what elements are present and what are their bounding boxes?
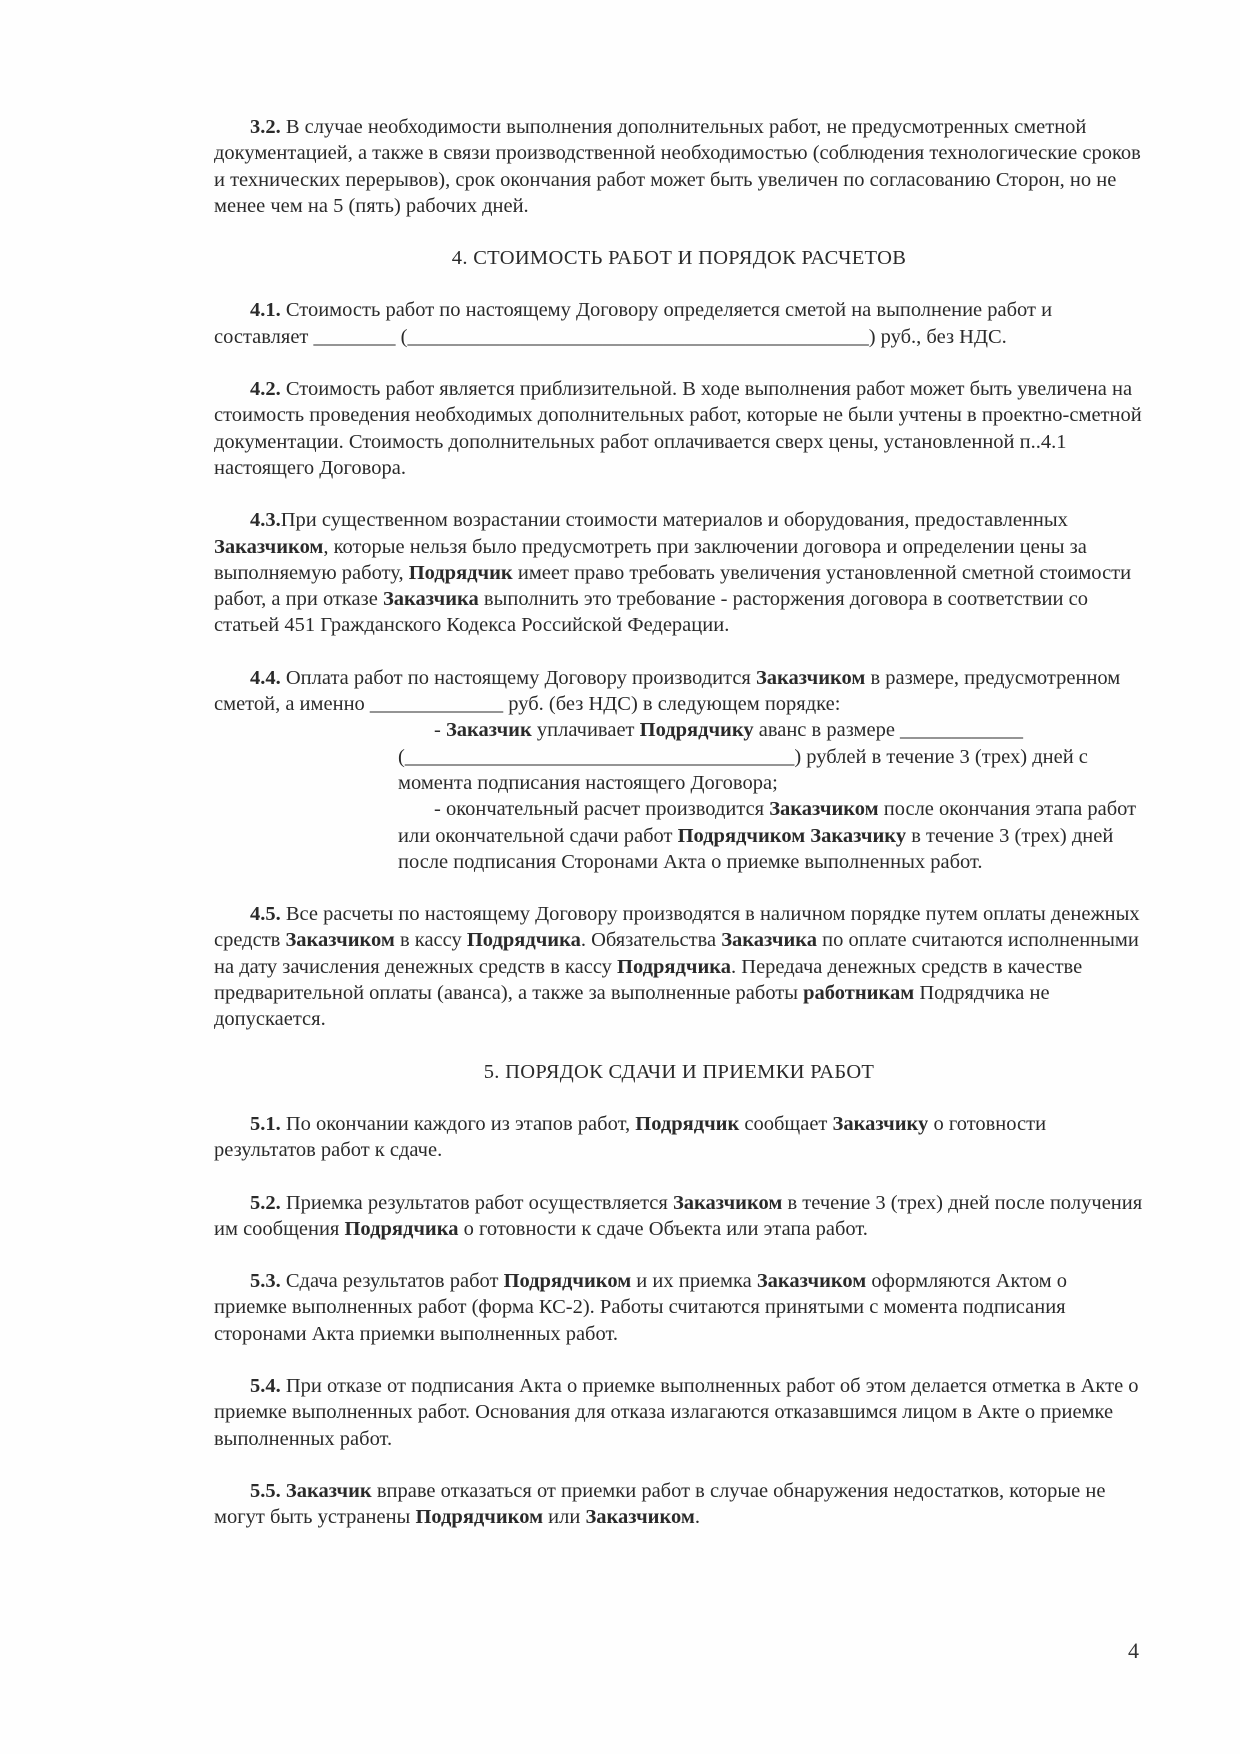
party-name: Подрядчика <box>617 955 732 978</box>
text-run: о готовности к сдаче Объекта или этапа работ. <box>458 1217 868 1240</box>
text-run: после окончания этапа работ или окончательной сдачи работ <box>398 798 1137 847</box>
text-run: Приемка результатов работ осуществляется <box>280 1191 673 1214</box>
text-run: Сдача результатов работ <box>280 1270 504 1293</box>
clause-4-2 <box>214 376 1144 481</box>
party-name: Заказчиком <box>672 1191 783 1214</box>
party-name: Заказчика <box>382 588 479 611</box>
clause-5-5 <box>214 1478 1144 1531</box>
clause-4-1 <box>214 297 1144 350</box>
text-run: . Обязательства <box>580 929 722 952</box>
clause-number: 5.2. <box>250 1191 281 1214</box>
party-name: Подрядчику <box>639 719 754 742</box>
final-payment-line <box>214 796 1144 875</box>
text-run: в течение 3 (трех) дней после подписания Сторонами Акта о приемке выполненных работ. <box>398 824 1114 873</box>
party-name: Заказчику <box>832 1112 929 1135</box>
party-name: Подрядчика <box>344 1217 459 1240</box>
clause-5-4 <box>214 1373 1144 1452</box>
advance-payment-line <box>214 717 1144 796</box>
text-run: оформляются Актом о приемке выполненных работ (форма КС-2). Работы считаются принятыми с момента подписания сторонами Акта приемки выполненных работ. <box>214 1270 1068 1345</box>
section-heading-4: 4. СТОИМОСТЬ РАБОТ И ПОРЯДОК РАСЧЕТОВ <box>451 247 907 270</box>
text-run: Подрядчика не допускается. <box>214 982 1050 1031</box>
text-run: в размере, предусмотренном сметой, а именно _____________ руб. (без НДС) в следующем порядке: <box>214 666 1121 716</box>
party-name: Подрядчиком Заказчику <box>677 824 907 847</box>
text-run: , которые нельзя было предусмотреть при заключении договора и определении цены за выполняемую работу, <box>214 535 1087 584</box>
text-run: уплачивает <box>531 719 640 742</box>
text-run: в течение 3 (трех) дней после получения им сообщения <box>214 1191 1143 1240</box>
clause-number: 5.1. <box>250 1112 281 1135</box>
document-body <box>214 114 1144 1556</box>
page-number: 4 <box>1128 1638 1139 1663</box>
clause-5-1 <box>214 1111 1144 1164</box>
party-name: Заказчика <box>721 929 818 952</box>
party-name: Заказчик <box>280 1479 372 1502</box>
clause-number: 4.5. <box>250 903 281 926</box>
clause-text: При отказе от подписания Акта о приемке выполненных работ об этом делается отметка в Акте о приемке выполненных работ. Основания для отказа излагаются отказавшимся лицом в Акте о приемке выполненных работ. <box>214 1374 1139 1450</box>
clause-4-3 <box>214 507 1144 638</box>
clause-number: 4.1. <box>250 299 281 322</box>
party-name: Подрядчика <box>466 929 581 952</box>
party-name: Подрядчиком <box>503 1270 632 1293</box>
text-run: выполнить это требование - расторжения договора в соответствии со статьей 451 Гражданского Кодекса Российской Федерации. <box>214 588 1088 637</box>
clause-text: Стоимость работ по настоящему Договору определяется сметой на выполнение работ и составляет ________ (_____________________________________________) руб., без НДС. <box>214 299 1053 348</box>
text-run: Оплата работ по настоящему Договору производится <box>280 666 756 689</box>
party-name: Подрядчиком <box>415 1506 544 1529</box>
clause-number: 3.2. <box>250 116 281 138</box>
text-run: При существенном возрастании стоимости материалов и оборудования, предоставленных <box>280 509 1068 532</box>
dash: - <box>434 719 446 742</box>
text-run: - окончательный расчет производится <box>434 798 770 821</box>
text-run: сообщает <box>739 1112 833 1135</box>
party-name: Подрядчик <box>635 1112 740 1135</box>
text-run: . Передача денежных средств в качестве предварительной оплаты (аванса), а также за выполненные работы <box>214 955 1083 1005</box>
text-run: Все расчеты по настоящему Договору производятся в наличном порядке путем оплаты денежных средств <box>214 903 1140 952</box>
text-run: аванс в размере ____________ (______________________________________) рублей в течение 3 (трех) дней с момента подписания настоящего Договора; <box>398 719 1088 794</box>
party-name: Заказчиком <box>585 1506 695 1529</box>
text-run: по оплате считаются исполненными на дату зачисления денежных средств в кассу <box>214 929 1139 978</box>
text-run: или <box>543 1506 586 1529</box>
clause-number: 5.5. <box>250 1479 281 1502</box>
party-name: Заказчик <box>445 719 532 742</box>
clause-number: 4.4. <box>250 666 281 689</box>
text-run: и их приемка <box>631 1270 757 1293</box>
text-run: имеет право требовать увеличения установленной сметной стоимости работ, а при отказе <box>214 561 1132 611</box>
clause-4-5 <box>214 901 1144 1032</box>
clause-text: Стоимость работ является приблизительной. В ходе выполнения работ может быть увеличена на стоимость проведения необходимых дополнительных работ, которые не были учтены в проектно-сметной документации. Стоимость дополнительных работ оплачивается сверх цены, установленной п..4.1 настоящего Договора. <box>214 378 1142 479</box>
clause-3-2 <box>214 114 1144 219</box>
clause-5-2 <box>214 1190 1144 1243</box>
text-run: в кассу <box>394 929 467 952</box>
clause-4-4 <box>214 665 1144 875</box>
party-name: Заказчиком <box>285 929 395 952</box>
clause-text: В случае необходимости выполнения дополнительных работ, не предусмотренных сметной документацией, а также в связи производственной необходимостью (соблюдения технологические сроков и технических перерывов), срок окончания работ может быть увеличен по согласованию Сторон, но не менее чем на 5 (пять) рабочих дней. <box>214 116 1141 217</box>
party-name: Заказчиком <box>755 666 866 689</box>
party-name: Заказчиком <box>756 1270 867 1293</box>
party-name: Заказчиком <box>769 798 879 821</box>
section-heading-5: 5. ПОРЯДОК СДАЧИ И ПРИЕМКИ РАБОТ <box>483 1060 875 1083</box>
party-name: работникам <box>803 982 915 1005</box>
party-name: Заказчиком <box>214 535 324 558</box>
clause-number: 5.4. <box>250 1374 281 1397</box>
text-run: вправе отказаться от приемки работ в случае обнаружения недостатков, которые не могут быть устранены <box>214 1479 1106 1529</box>
party-name: Подрядчик <box>408 561 513 584</box>
text-run: . <box>694 1506 700 1529</box>
text-run: о готовности результатов работ к сдаче. <box>214 1112 1047 1162</box>
clause-5-3 <box>214 1268 1144 1347</box>
clause-number: 5.3. <box>250 1270 281 1293</box>
clause-number: 4.3. <box>250 509 281 532</box>
clause-number: 4.2. <box>250 378 281 401</box>
text-run: По окончании каждого из этапов работ, <box>280 1112 636 1135</box>
